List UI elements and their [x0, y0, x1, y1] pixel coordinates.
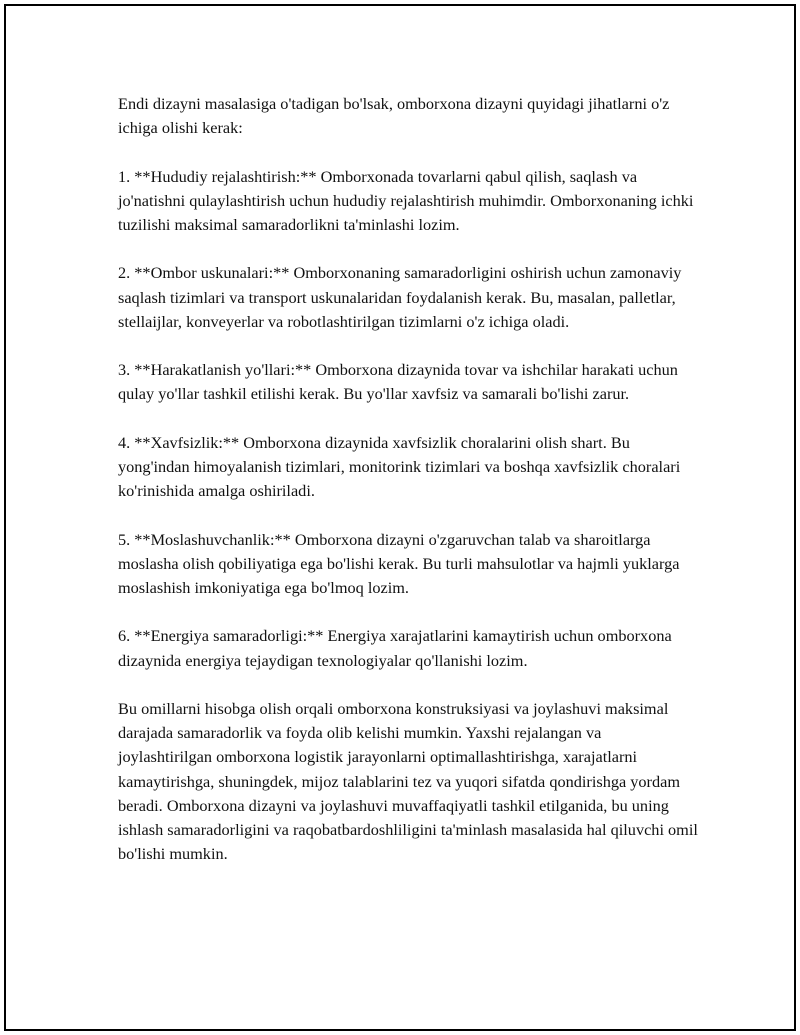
item-flexibility: 5. **Moslashuvchanlik:** Omborxona dizayni o'zgaruvchan talab va sharoitlarga moslasha olish qobiliyatiga ega bo'lishi kerak. Bu turli mahsulotlar va hajmli yuklarga moslashish imkoniyatiga ega bo'lmoq lozim.	[118, 529, 680, 597]
document-body	[118, 92, 698, 866]
item-warehouse-equipment: 2. **Ombor uskunalari:** Omborxonaning samaradorligini oshirish uchun zamonaviy saqlash tizimlari va transport uskunalaridan foydalanish kerak. Bu, masalan, palletlar, stellaijlar, konveyerlar va robotlashtirilgan tizimlarni o'z ichiga oladi.	[118, 263, 682, 331]
conclusion-paragraph: Bu omillarni hisobga olish orqali omborxona konstruksiyasi va joylashuvi maksimal darajada samaradorlik va foyda olib kelishi mumkin. Yaxshi rejalangan va joylashtirilgan omborxona logistik jarayonlarni optimallashtirishga, xarajatlarni kamaytirishga, shuningdek, mijoz talablarini tez va yuqori sifatda qondirishga yordam beradi. Omborxona dizayni va joylashuvi muvaffaqiyatli tashkil etilganida, bu uning ishlash samaradorligini va raqobatbardoshliligini ta'minlash masalasida hal qiluvchi omil bo'lishi mumkin.	[118, 698, 698, 864]
item-energy-efficiency: 6. **Energiya samaradorligi:** Energiya xarajatlarini kamaytirish uchun omborxona dizaynida energiya tejaydigan texnologiyalar qo'llanishi lozim.	[118, 626, 672, 670]
item-movement-paths: 3. **Harakatlanish yo'llari:** Omborxona dizaynida tovar va ishchilar harakati uchun qulay yo'llar tashkil etilishi kerak. Bu yo'llar xavfsiz va samarali bo'lishi zarur.	[118, 360, 678, 404]
intro-paragraph: Endi dizayni masalasiga o'tadigan bo'lsak, omborxona dizayni quyidagi jihatlarni o'z ichiga olishi kerak:	[118, 94, 670, 138]
item-territorial-planning: 1. **Hududiy rejalashtirish:** Omborxonada tovarlarni qabul qilish, saqlash va jo'natishni qulaylashtirish uchun hududiy rejalashtirish muhimdir. Omborxonaning ichki tuzilishi maksimal samaradorlikni ta'minlashi lozim.	[118, 166, 694, 234]
item-safety: 4. **Xavfsizlik:** Omborxona dizaynida xavfsizlik choralarini olish shart. Bu yong'indan himoyalanish tizimlari, monitorink tizimlari va boshqa xavfsizlik choralari ko'rinishida amalga oshiriladi.	[118, 432, 681, 501]
